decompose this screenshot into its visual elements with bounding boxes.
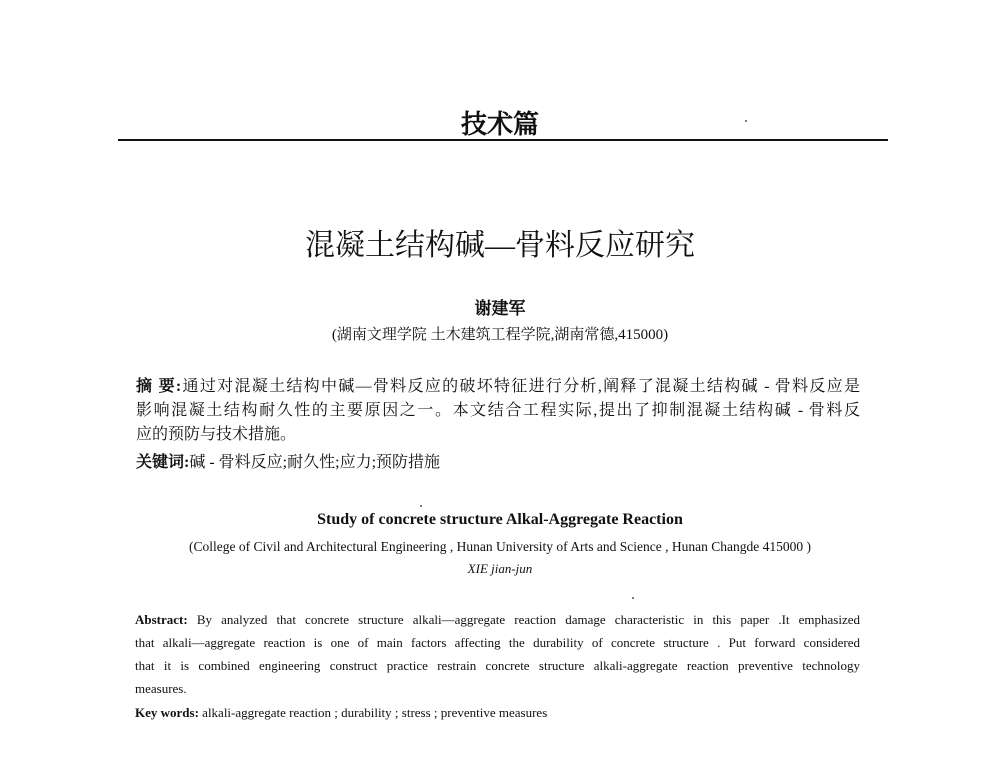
keywords-cn-text: 碱 - 骨料反应;耐久性;应力;预防措施 [189, 454, 441, 471]
abstract-en-line: measures. [135, 681, 187, 696]
keywords-cn-label: 关键词: [136, 454, 190, 471]
author-en: XIE jian-jun [467, 561, 533, 576]
scan-speck [745, 120, 747, 122]
paper-title-en: Study of concrete structure Alkal-Aggregate Reaction [317, 511, 683, 528]
keywords-en [135, 701, 860, 724]
keywords-en-text: alkali-aggregate reaction ; durability ; stress ; preventive measures [202, 705, 548, 720]
abstract-cn-label: 摘 要: [136, 378, 182, 395]
scan-speck [632, 597, 634, 599]
section-header: 技术篇 [460, 110, 539, 139]
abstract-cn-line: 应的预防与技术措施。 [136, 426, 297, 443]
author-cn: 谢建军 [474, 299, 526, 318]
affiliation-cn: (湖南文理学院 土木建筑工程学院,湖南常德,415000) [331, 327, 669, 343]
paper-title-cn: 混凝土结构碱—骨料反应研究 [305, 229, 695, 262]
abstract-en-line: that alkali—aggregate reaction is one of main factors affecting the durability of concrete structure . Put forward considered [135, 635, 860, 650]
scan-speck [420, 505, 422, 507]
abstract-en-text: By analyzed that concrete structure alkali—aggregate reaction damage characteristic in this paper .It emphasized [196, 612, 860, 627]
abstract-cn-line [136, 375, 860, 399]
affiliation-en: (College of Civil and Architectural Engineering , Hunan University of Arts and Science , Hunan Changde 415000 ) [189, 539, 811, 554]
abstract-en-label: Abstract: [135, 612, 188, 627]
abstract-en-line: that it is combined engineering construct practice restrain concrete structure alkali-aggregate reaction preventive technology [135, 658, 860, 673]
keywords-en-label: Key words: [135, 705, 199, 720]
keywords-cn [136, 451, 860, 475]
header-rule [118, 139, 888, 141]
abstract-cn-line: 影响混凝土结构耐久性的主要原因之一。本文结合工程实际,提出了抑制混凝土结构碱 - 骨料反 [136, 402, 860, 419]
abstract-cn-text: 通过对混凝土结构中碱—骨料反应的破坏特征进行分析,阐释了混凝土结构碱 - 骨料反应是 [181, 378, 860, 395]
abstract-en-line [135, 608, 860, 631]
